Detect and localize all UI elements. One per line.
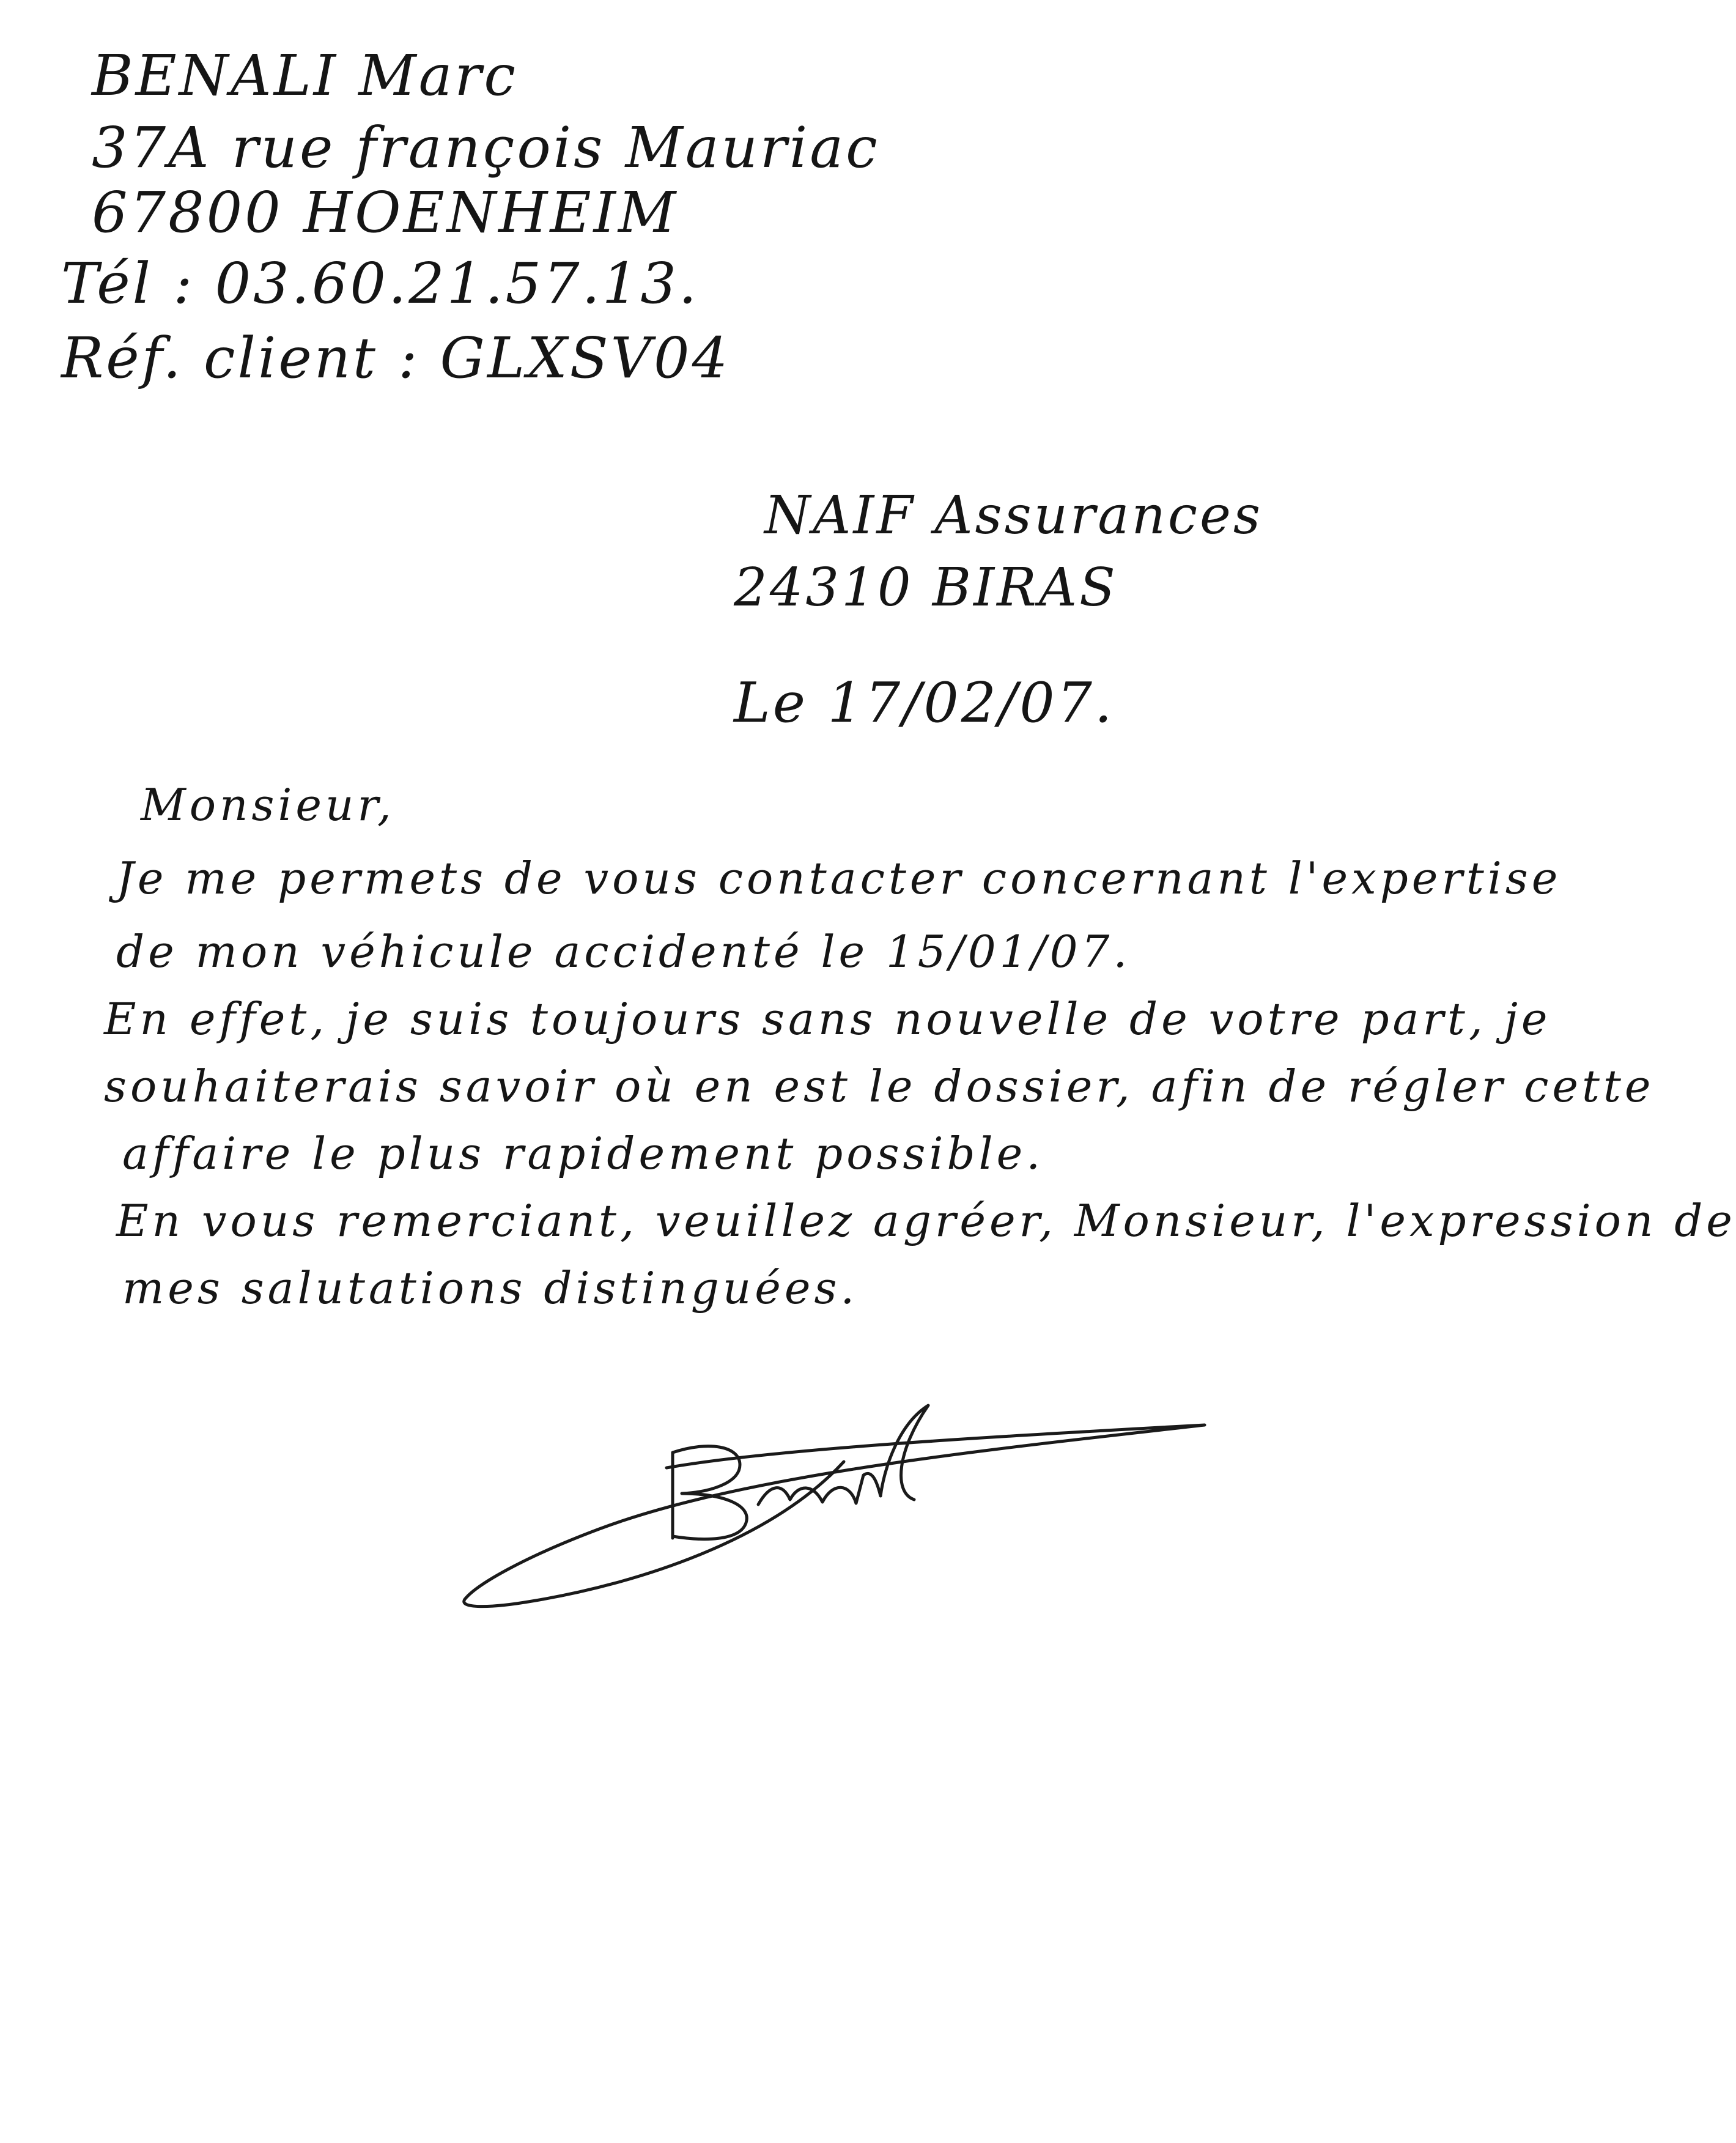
sender-street: 37A rue françois Mauriac — [92, 115, 880, 180]
body-line: souhaiterais savoir où en est le dossier, afin de régler cette — [104, 1060, 1655, 1112]
letter-date: Le 17/02/07. — [734, 671, 1115, 735]
body-line: affaire le plus rapidement possible. — [122, 1128, 1044, 1179]
signature — [452, 1358, 1223, 1639]
sender-city: 67800 HOENHEIM — [92, 180, 679, 245]
sender-client-ref: Réf. client : GLXSV04 — [61, 325, 731, 391]
signature-name-stroke — [758, 1405, 928, 1505]
signature-flourish — [464, 1425, 1205, 1607]
body-line: mes salutations distinguées. — [122, 1262, 859, 1314]
salutation: Monsieur, — [141, 779, 395, 831]
body-line: En vous remerciant, veuillez agréer, Monsieur, l'expression de — [116, 1195, 1736, 1246]
recipient-company: NAIF Assurances — [764, 485, 1263, 546]
body-line: Je me permets de vous contacter concernant l'expertise — [116, 853, 1562, 904]
sender-phone: Tél : 03.60.21.57.13. — [61, 251, 700, 316]
sender-name: BENALI Marc — [92, 43, 518, 108]
body-line: En effet, je suis toujours sans nouvelle de votre part, je — [104, 993, 1551, 1045]
body-line: de mon véhicule accidenté le 15/01/07. — [116, 926, 1131, 977]
recipient-city: 24310 BIRAS — [734, 557, 1118, 618]
